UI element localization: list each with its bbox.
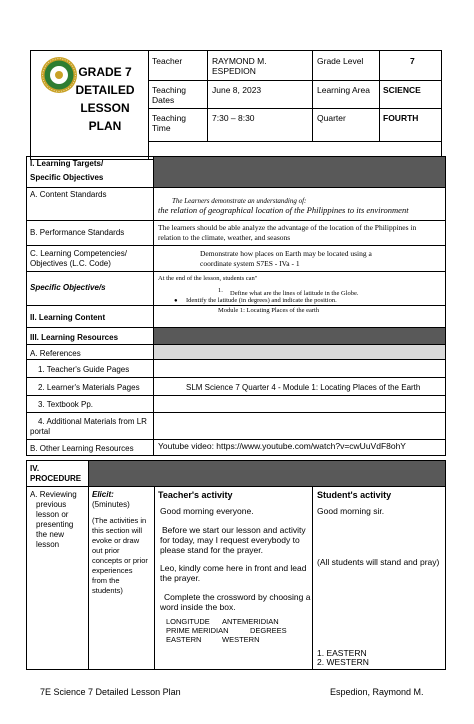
student-prayer: (All students will stand and pray) — [317, 557, 440, 567]
other-resources-label: B. Other Learning Resources — [30, 444, 134, 453]
specific-objectives-heading: Specific Objectives — [30, 173, 104, 182]
teachers-guide-label: 1. Teacher's Guide Pages — [38, 365, 130, 374]
competencies-line-1: Demonstrate how places on Earth may be located using a — [200, 249, 372, 258]
teacher-greeting: Good morning everyone. — [160, 506, 254, 516]
content-standards-intro: The Learners demonstrate an understanding of: — [172, 197, 307, 205]
teacher-crossword-line-2: word inside the box. — [160, 602, 236, 612]
objective-1-number: 1. — [218, 287, 223, 294]
teacher-prayer-line-3: please stand for the prayer. — [160, 545, 264, 555]
additional-materials-line-1: 4. Additional Materials from LR — [38, 417, 147, 426]
content-standards-label: A. Content Standards — [30, 190, 107, 199]
learners-materials-value: SLM Science 7 Quarter 4 - Module 1: Locating Places of the Earth — [186, 383, 421, 392]
procedure-col-divider-3 — [312, 486, 313, 670]
competencies-label-line-2: Objectives (L.C. Code) — [30, 259, 111, 268]
learning-content-label: II. Learning Content — [30, 313, 106, 322]
elicit-label: Elicit: — [92, 490, 114, 499]
word-box-item-6: WESTERN — [222, 635, 260, 644]
step-line-5: the new — [36, 530, 65, 539]
elicit-note-line-7: from the — [92, 576, 120, 585]
objective-1: Define what are the lines of latitude in the Globe. — [230, 290, 359, 297]
quarter-label: Quarter — [317, 113, 346, 123]
word-box-item-5: EASTERN — [166, 635, 202, 644]
footer-right: Espedion, Raymond M. — [330, 687, 424, 697]
references-label: A. References — [30, 349, 81, 358]
teacher-crossword-line-1: Complete the crossword by choosing a — [164, 592, 311, 602]
student-greeting: Good morning sir. — [317, 506, 385, 516]
step-line-4: presenting — [36, 520, 74, 529]
objective-2: Identify the latitude (in degrees) and indicate the position. — [186, 297, 337, 304]
procedure-label-line-2: PROCEDURE — [30, 474, 82, 483]
header-col-divider-2 — [207, 50, 208, 142]
teacher-leo-line-2: the prayer. — [160, 573, 201, 583]
row-divider-a — [26, 187, 446, 188]
step-line-6: lesson — [36, 540, 60, 549]
grade-level-value: 7 — [410, 56, 415, 66]
header-col-divider-4 — [379, 50, 380, 142]
textbook-label: 3. Textbook Pp. — [38, 400, 93, 409]
specific-objectives-label: Specific Objective/s — [30, 283, 106, 292]
procedure-shade — [89, 461, 445, 486]
additional-materials-line-2: portal — [30, 427, 51, 436]
teaching-dates-label-line-2: Dates — [152, 95, 175, 105]
elicit-note-line-1: (The activities in — [92, 516, 147, 525]
learning-area-value: SCIENCE — [383, 85, 421, 95]
row-divider-l — [26, 439, 446, 440]
teacher-value-line-1: RAYMOND M. — [212, 56, 267, 66]
header-row-divider-2 — [148, 108, 442, 109]
student-answer-2: 2. WESTERN — [317, 657, 369, 667]
title-line-4: PLAN — [88, 119, 122, 133]
elicit-note-line-2: this section will — [92, 526, 143, 535]
learners-materials-label: 2. Learner's Materials Pages — [38, 383, 140, 392]
row-divider-i — [26, 377, 446, 378]
step-line-2: previous — [36, 500, 67, 509]
teaching-time-label-line-1: Teaching — [152, 113, 187, 123]
learning-content-value: Module 1: Locating Places of the earth — [218, 307, 320, 314]
row-divider-h — [26, 359, 446, 360]
learning-area-label: Learning Area — [317, 85, 370, 95]
competencies-label-line-1: C. Learning Competencies/ — [30, 249, 127, 258]
elicit-note-line-6: experiences — [92, 566, 133, 575]
row-divider-b — [26, 220, 446, 221]
elicit-note-line-3: evoke or draw — [92, 536, 140, 545]
elicit-time: (5minutes) — [92, 500, 130, 509]
row-divider-d — [26, 271, 446, 272]
teaching-time-value: 7:30 – 8:30 — [212, 113, 255, 123]
elicit-note-line-4: out prior — [92, 546, 120, 555]
bullet-icon: ● — [174, 298, 178, 304]
footer-left: 7E Science 7 Detailed Lesson Plan — [40, 687, 181, 697]
elicit-note-line-5: concepts or prior — [92, 556, 148, 565]
learning-resources-shade — [154, 328, 445, 344]
main-col-divider — [153, 156, 154, 456]
row-divider-j — [26, 395, 446, 396]
student-answer-1: 1. EASTERN — [317, 648, 367, 658]
procedure-col-divider-2 — [154, 486, 155, 670]
title-line-1: GRADE 7 — [78, 65, 132, 79]
teacher-prayer-line-1: Before we start our lesson and activity — [162, 525, 306, 535]
teaching-dates-value: June 8, 2023 — [212, 85, 262, 95]
teacher-prayer-line-2: for today, may I request everybody to — [160, 535, 300, 545]
competencies-line-2: coordinate system S7ES - IVa - 1 — [200, 259, 300, 268]
teaching-dates-label-line-1: Teaching — [152, 85, 187, 95]
performance-standards-line-1: The learners should be able analyze the advantage of the location of the Philippines in — [158, 223, 417, 232]
procedure-label-line-1: IV. — [30, 464, 40, 473]
word-box-item-3: PRIME MERIDIAN — [166, 626, 229, 635]
header-col-divider-3 — [312, 50, 313, 142]
grade-level-label: Grade Level — [317, 56, 364, 66]
word-box-item-2: ANTEMERIDIAN — [222, 617, 279, 626]
header-col-divider-1 — [148, 50, 149, 160]
performance-standards-label: B. Performance Standards — [30, 228, 125, 237]
teacher-value-line-2: ESPEDION — [212, 66, 256, 76]
title-line-3: LESSON — [80, 101, 130, 115]
other-resources-value[interactable]: Youtube video: https://www.youtube.com/watch?v=cwUuVdF8ohY — [158, 441, 406, 451]
teacher-leo-line-1: Leo, kindly come here in front and lead — [160, 563, 307, 573]
procedure-col-divider-1 — [88, 460, 89, 670]
references-shade — [154, 345, 445, 359]
procedure-row-divider — [26, 486, 446, 487]
header-row-divider-1 — [148, 80, 442, 81]
step-line-1: A. Reviewing — [30, 490, 77, 499]
word-box-item-1: LONGITUDE — [166, 617, 210, 626]
performance-standards-line-2: relation to the climate, weather, and seasons — [158, 233, 291, 242]
student-activity-header: Student's activity — [317, 490, 392, 500]
learning-targets-shade — [154, 157, 445, 187]
quarter-value: FOURTH — [383, 113, 419, 123]
learning-resources-label: III. Learning Resources — [30, 333, 119, 342]
objectives-intro: At the end of the lesson, students can" — [158, 275, 258, 282]
learning-targets-label: I. Learning Targets/ — [30, 159, 104, 168]
content-standards-value: the relation of geographical location of the Philippines to its environment — [158, 205, 409, 215]
teaching-time-label-line-2: Time — [152, 123, 171, 133]
teacher-label: Teacher — [152, 56, 183, 66]
elicit-note-line-8: students) — [92, 586, 123, 595]
teacher-activity-header: Teacher's activity — [158, 490, 233, 500]
row-divider-c — [26, 245, 446, 246]
row-divider-k — [26, 412, 446, 413]
word-box-item-4: DEGREES — [250, 626, 287, 635]
header-row-divider-3 — [148, 141, 442, 142]
step-line-3: lesson or — [36, 510, 69, 519]
title-line-2: DETAILED — [75, 83, 135, 97]
